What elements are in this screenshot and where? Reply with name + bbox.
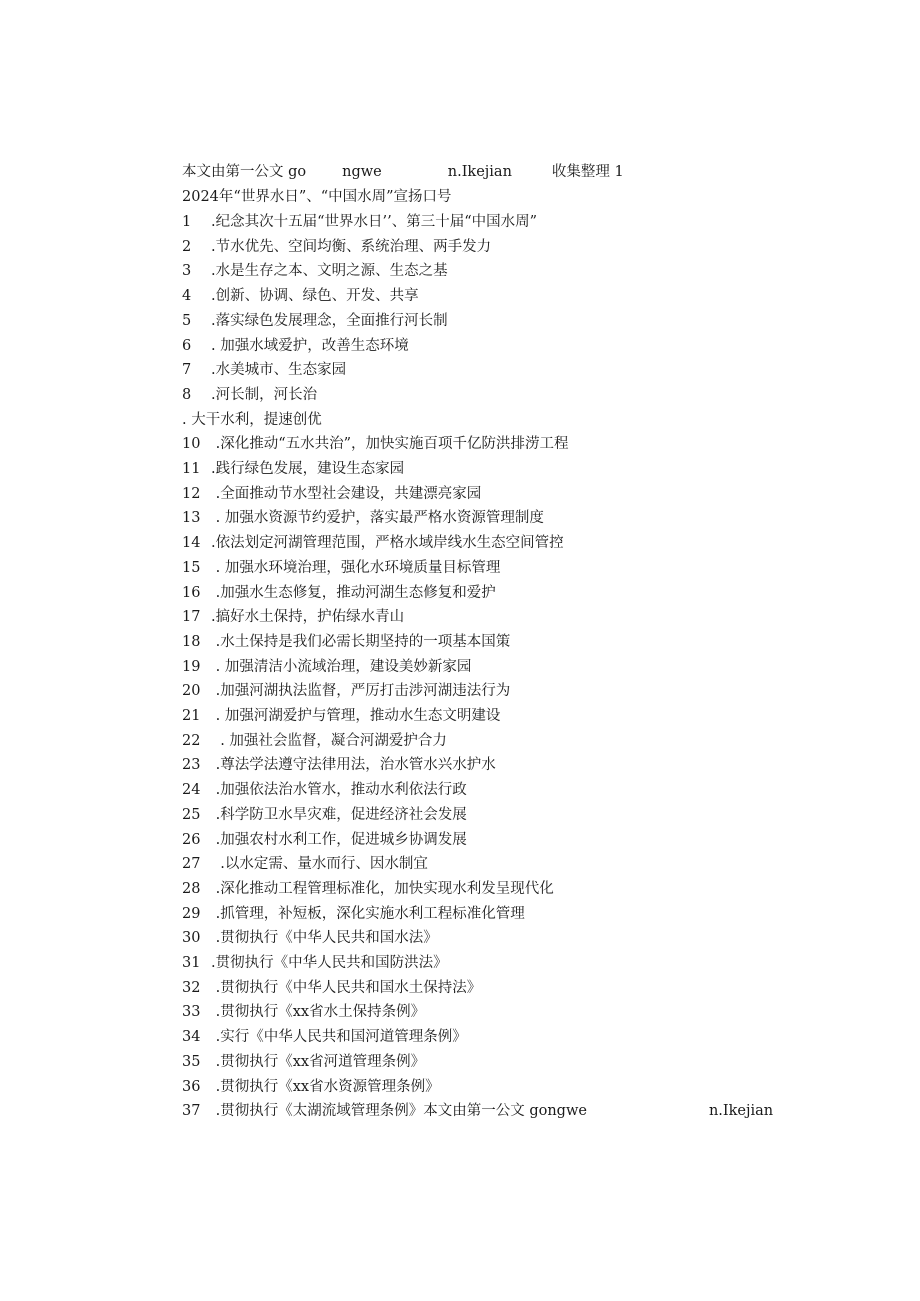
item-text: .深化推动工程管理标准化，加快实现水利发呈现代化: [211, 880, 554, 897]
header-seg3: n.Ikejian: [447, 164, 512, 180]
item-text: .践行绿色发展，建设生态家园: [211, 461, 405, 477]
item-number: 34: [182, 1029, 201, 1046]
item-number: 30: [182, 930, 201, 947]
item-text: .以水定需、量水而行、因水制宜: [211, 856, 428, 873]
item-text: . 加强社会监督，凝合河湖爱护合力: [211, 732, 447, 749]
item-number: 11: [182, 461, 201, 477]
item-text: .抓管理，补短板，深化实施水利工程标准化管理: [211, 905, 525, 922]
item-number: 5: [182, 312, 192, 329]
item-text: .加强依法治水管水，推动水利依法行政: [211, 782, 467, 799]
item-text: . 加强水域爱护，改善生态环境: [211, 337, 409, 354]
item-number: 24: [182, 782, 201, 799]
item-number: 21: [182, 708, 201, 724]
list-item: [182, 606, 404, 628]
list-item: [182, 977, 481, 999]
item-text: .贯彻执行《xx省水资源管理条例》: [211, 1078, 440, 1095]
item-number: 4: [182, 288, 192, 305]
header-seg4: 收集整理 1: [551, 164, 624, 180]
item-number: 20: [182, 683, 201, 700]
list-item: [182, 927, 438, 949]
item-text: .加强河湖执法监督，严厉打击涉河湖违法行为: [211, 683, 511, 700]
item-number: 28: [182, 880, 201, 897]
item-number: 22: [182, 732, 201, 749]
list-item: [182, 1051, 425, 1073]
list-item: [182, 1026, 467, 1048]
list-item: [182, 1076, 440, 1098]
list-item: [182, 236, 491, 258]
item-text: .实行《中华人民共和国河道管理条例》: [211, 1029, 467, 1046]
item-text: .河长制，河长治: [211, 386, 318, 403]
item-number: 35: [182, 1053, 201, 1070]
document-title: 2024年“世界水日”、“中国水周”宣扬口号: [182, 189, 452, 205]
item-text: .贯彻执行《xx省河道管理条例》: [211, 1053, 426, 1070]
item-number: 14: [182, 535, 201, 552]
list-item-37: [182, 1100, 773, 1122]
item-number: 1: [182, 214, 192, 230]
item-text: .节水优先、空间均衡、系统治理、两手发力: [211, 238, 492, 255]
item-text: . 加强水环境治理，强化水环境质量目标管理: [211, 559, 501, 576]
item-number: 31: [182, 955, 201, 971]
item-number: 23: [182, 757, 201, 774]
list-item: [182, 829, 467, 851]
item-number: 12: [182, 485, 201, 502]
item-number: 2: [182, 238, 192, 255]
item-number: 36: [182, 1078, 201, 1095]
item-text: .搞好水土保持，护佑绿水青山: [211, 609, 405, 626]
item-text: .加强农村水利工作，促进城乡协调发展: [211, 831, 467, 848]
item-text: .尊法学法遵守法律用法，治水管水兴水护水: [211, 757, 496, 774]
list-item: [182, 433, 569, 455]
header-source-line: [182, 161, 624, 183]
item-text: .全面推动节水型社会建设，共建漂亮家园: [211, 485, 482, 502]
list-item: [182, 1001, 425, 1023]
item-text: . 大干水利，提速创优: [182, 411, 322, 428]
item-text: .水土保持是我们必需长期坚持的一项基本国策: [211, 633, 511, 650]
list-item: [182, 878, 554, 900]
list-item: [182, 285, 419, 307]
list-item: [182, 779, 467, 801]
list-item: [182, 458, 404, 480]
item-number: 7: [182, 362, 192, 379]
list-item: [182, 532, 564, 554]
item-number: 15: [182, 559, 201, 576]
list-item: [182, 211, 537, 233]
item-number: 8: [182, 386, 192, 403]
item-number: 16: [182, 584, 201, 601]
item-number: 27: [182, 856, 201, 873]
list-item: [182, 582, 496, 604]
item-text: .水是生存之本、文明之源、生态之基: [211, 263, 448, 280]
list-item: [182, 335, 409, 357]
list-item: [182, 359, 346, 381]
item-text: .深化推动“五水共治”，加快实施百项千亿防洪排涝工程: [211, 436, 569, 453]
item-text: .贯彻执行《中华人民共和国水土保持法》: [211, 979, 482, 996]
list-item: [182, 705, 500, 727]
item-text: . 加强河湖爱护与管理，推动水生态文明建设: [211, 708, 501, 724]
list-item: [182, 631, 510, 653]
item-text: .加强水生态修复，推动河湖生态修复和爱护: [211, 584, 496, 601]
list-item: [182, 853, 428, 875]
list-item: [182, 730, 447, 752]
list-item: [182, 483, 481, 505]
list-item: [182, 384, 317, 406]
item-number: 17: [182, 609, 201, 626]
list-item: [182, 804, 467, 826]
item-text: . 加强水资源节约爱护，落实最严格水资源管理制度: [211, 510, 544, 527]
item-text: . 加强清洁小流域治理，建设美妙新家园: [211, 658, 472, 675]
item-text: .科学防卫水旱灾难，促进经济社会发展: [211, 806, 467, 823]
list-item: [182, 260, 448, 282]
list-item: [182, 557, 500, 579]
item-text: .落实绿色发展理念，全面推行河长制: [211, 312, 448, 329]
item-number: 13: [182, 510, 201, 527]
list-item: [182, 680, 510, 702]
item-number: 37: [182, 1103, 201, 1119]
item-text: .创新、协调、绿色、开发、共享: [211, 288, 419, 305]
list-item: [182, 754, 496, 776]
item-number: 33: [182, 1004, 201, 1021]
item-number: 25: [182, 806, 201, 823]
item-number: 18: [182, 633, 201, 650]
item-text: .贯彻执行《中华人民共和国水法》: [211, 930, 438, 947]
item-number: 26: [182, 831, 201, 848]
item-number: 32: [182, 979, 201, 996]
item-text: .依法划定河湖管理范围，严格水域岸线水生态空间管控: [211, 535, 564, 552]
item-text: .贯彻执行《太湖流域管理条例》本文由第一公文 gongwe: [211, 1103, 587, 1119]
item-text: .贯彻执行《xx省水土保持条例》: [211, 1004, 426, 1021]
item-text: .贯彻执行《中华人民共和国防洪法》: [211, 955, 448, 971]
item-text: .水美城市、生态家园: [211, 362, 347, 379]
item-text: .纪念其次十五届“世界水日’’、第三十届“中国水周”: [211, 214, 538, 230]
item-number: 6: [182, 337, 192, 354]
header-seg1: 本文由第一公文 go: [182, 164, 307, 180]
list-item: [182, 310, 448, 332]
list-item: [182, 903, 525, 925]
header-seg2: ngwe: [342, 164, 382, 180]
item-number: 10: [182, 436, 201, 453]
list-item: [182, 409, 322, 431]
item-number: 19: [182, 658, 201, 675]
item-number: 29: [182, 905, 201, 922]
list-item: [182, 656, 471, 678]
list-item: [182, 507, 544, 529]
item-tail: n.Ikejian: [708, 1103, 774, 1119]
list-item: [182, 952, 448, 974]
item-number: 3: [182, 263, 192, 280]
